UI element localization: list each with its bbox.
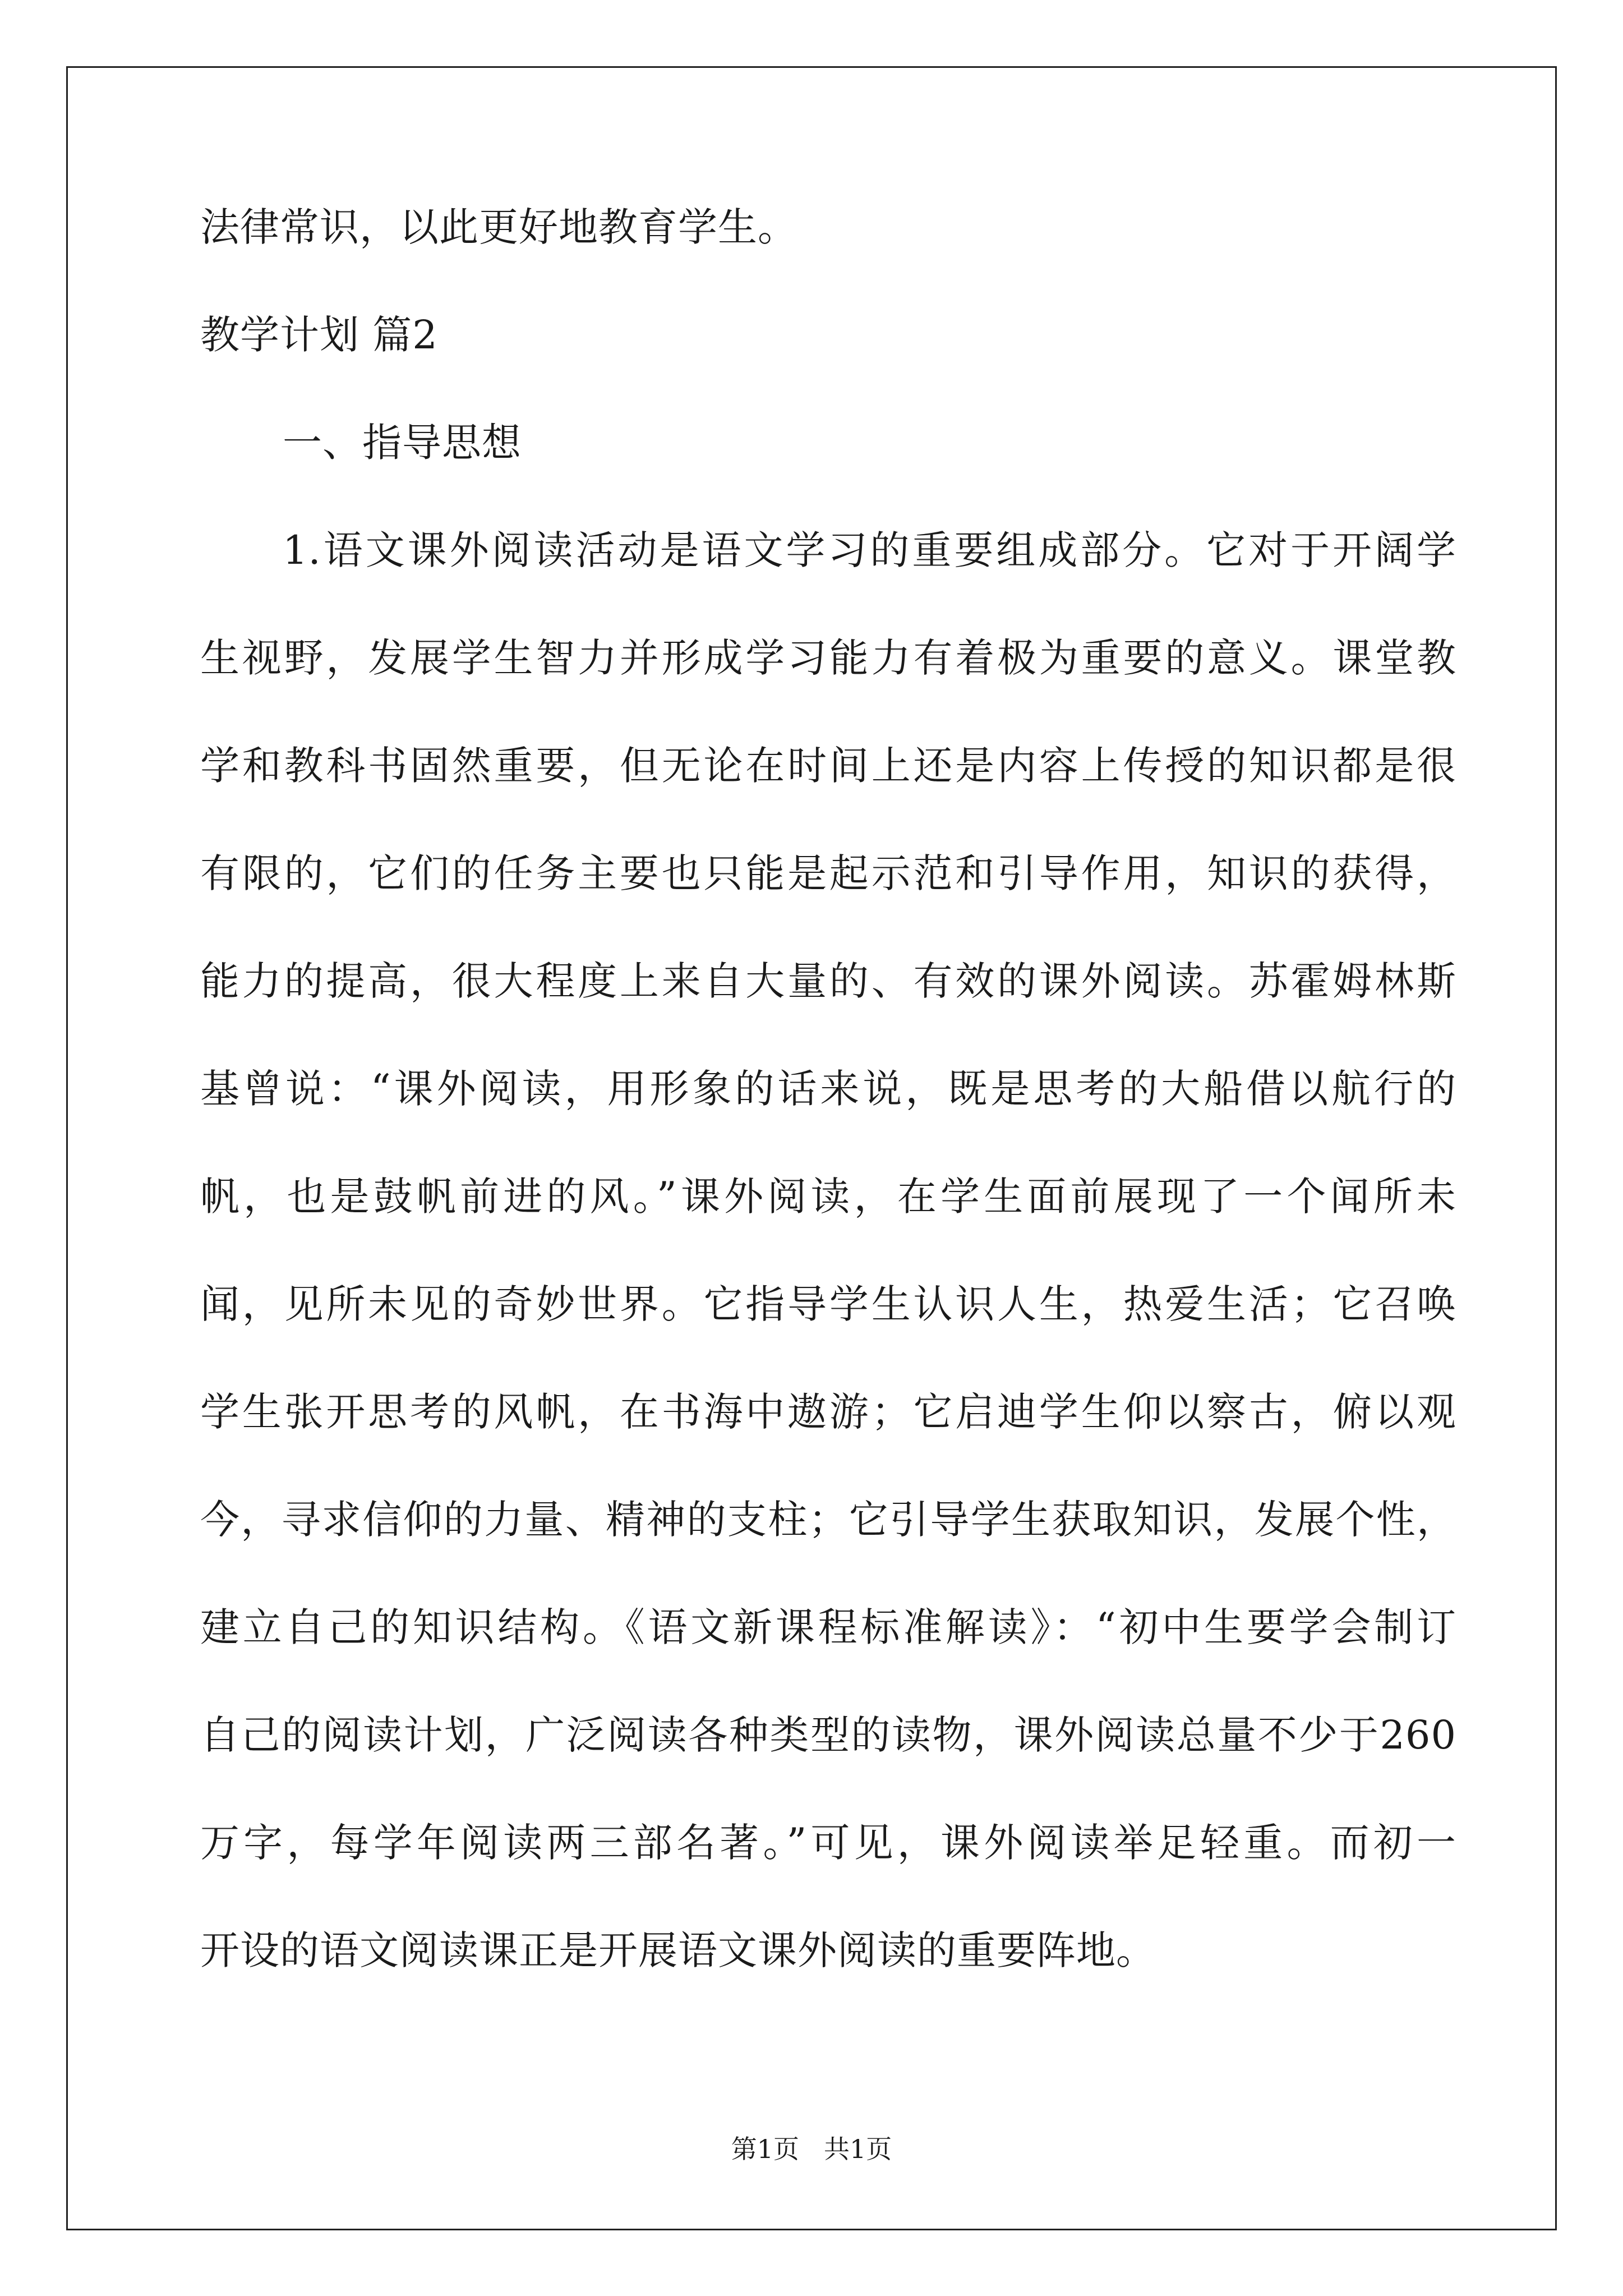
paragraph-line: 基曾说：“课外阅读，用形象的话来说，既是思考的大船借以航行的 [200,1066,1456,1112]
document-body [200,204,1456,2039]
paragraph-line: 建立自己的知识结构。《语文新课程标准解读》：“初中生要学会制订 [200,1604,1456,1650]
paragraph-line: 生视野，发展学生智力并形成学习能力有着极为重要的意义。课堂教 [200,635,1456,681]
paragraph-line: 能力的提高，很大程度上来自大量的、有效的课外阅读。苏霍姆林斯 [200,958,1456,1004]
page-footer [0,2136,1623,2162]
paragraph-line: 闻，见所未见的奇妙世界。它指导学生认识人生，热爱生活；它召唤 [200,1281,1456,1327]
paragraph-line: 有限的，它们的任务主要也只能是起示范和引导作用，知识的获得， [200,850,1456,896]
paragraph-line: 学生张开思考的风帆，在书海中遨游；它启迪学生仰以察古，俯以观 [200,1389,1456,1435]
page-current-label: 第1页 [731,2134,799,2164]
paragraph-line: 万字，每学年阅读两三部名著。”可见，课外阅读举足轻重。而初一 [200,1820,1456,1866]
section-heading: 教学计划 篇2 [200,312,438,358]
paragraph-line: 1.语文课外阅读活动是语文学习的重要组成部分。它对于开阔学 [283,527,1456,573]
subsection-heading: 一、指导思想 [283,420,522,466]
paragraph-line: 学和教科书固然重要，但无论在时间上还是内容上传授的知识都是很 [200,743,1456,789]
paragraph-line: 开设的语文阅读课正是开展语文课外阅读的重要阵地。 [200,1927,1156,1973]
text-line: 法律常识，以此更好地教育学生。 [200,204,797,250]
paragraph-line: 帆，也是鼓帆前进的风。”课外阅读，在学生面前展现了一个闻所未 [200,1174,1456,1220]
page-total-label: 共1页 [824,2134,892,2164]
paragraph-line: 自己的阅读计划，广泛阅读各种类型的读物，课外阅读总量不少于260 [200,1712,1456,1758]
paragraph-line: 今，寻求信仰的力量、精神的支柱；它引导学生获取知识，发展个性， [200,1497,1456,1543]
